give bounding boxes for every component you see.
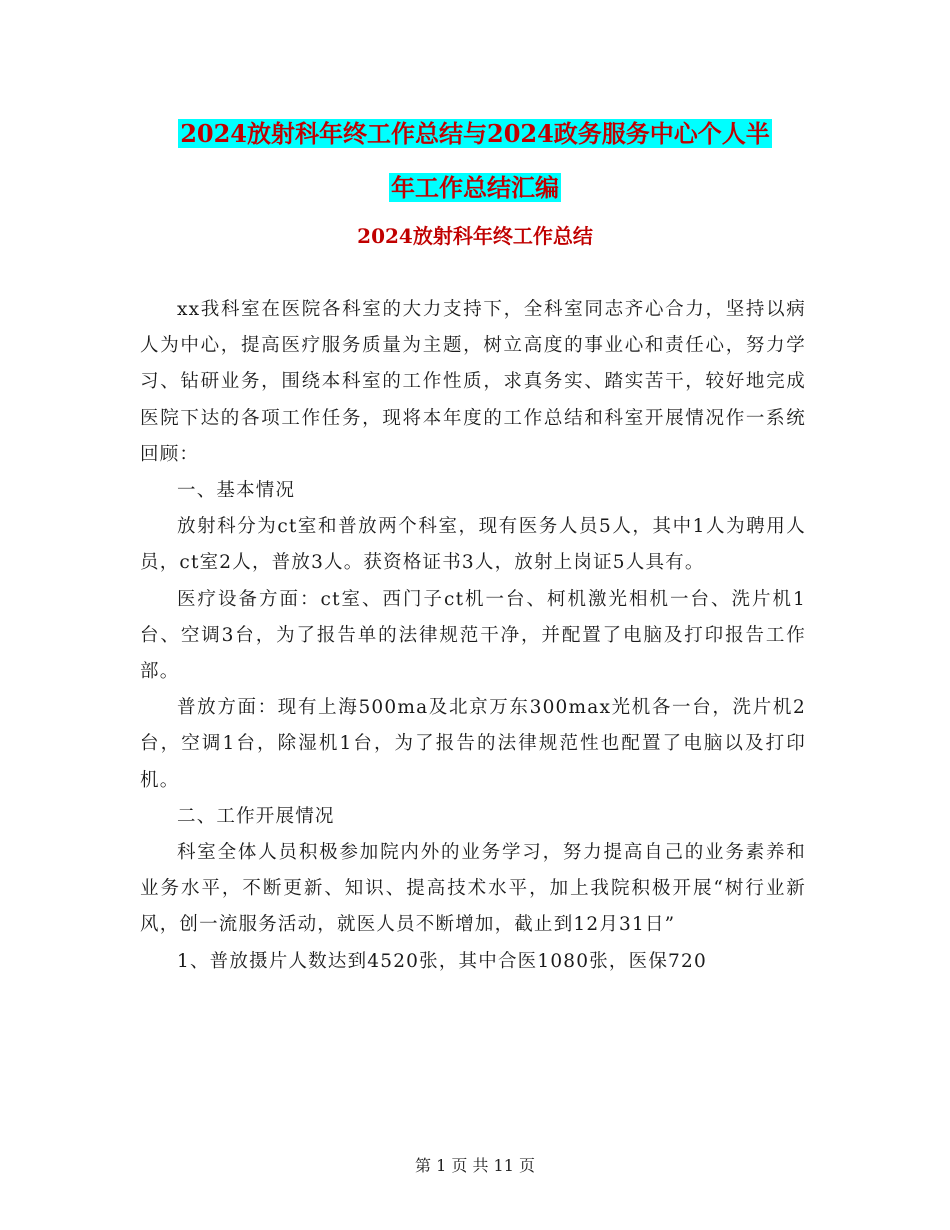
page-footer: 第 1 页 共 11 页 <box>415 1156 535 1175</box>
section-title: 2024放射科年终工作总结 <box>357 224 593 248</box>
paragraph-intro: xx我科室在医院各科室的大力支持下，全科室同志齐心合力，坚持以病人为中心，提高医疗服务质量为主题，树立高度的事业心和责任心，努力学习、钻研业务，围绕本科室的工作性质，求真务实、踏实苦干，较好地完成医院下达的各项工作任务，现将本年度的工作总结和科室开展情况作一系统回顾： <box>140 299 806 465</box>
paragraph-training: 科室全体人员积极参加院内外的业务学习，努力提高自己的业务素养和业务水平，不断更新、知识、提高技术水平，加上我院积极开展“树行业新风，创一流服务活动，就医人员不断增加，截止到12月31日” <box>140 842 806 936</box>
document-body <box>140 292 806 980</box>
document-title-line-1: 2024放射科年终工作总结与2024政务服务中心个人半 <box>180 119 770 148</box>
heading-work-progress: 二、工作开展情况 <box>177 805 335 827</box>
paragraph-staffing: 放射科分为ct室和普放两个科室，现有医务人员5人，其中1人为聘用人员，ct室2人，普放3人。获资格证书3人，放射上岗证5人具有。 <box>140 516 806 574</box>
document-title-line-2: 年工作总结汇编 <box>391 173 559 202</box>
document-title <box>0 107 950 215</box>
paragraph-equipment-ct: 医疗设备方面：ct室、西门子ct机一台、柯机激光相机一台、洗片机1台、空调3台，为了报告单的法律规范干净，并配置了电脑及打印报告工作部。 <box>140 588 806 683</box>
paragraph-equipment-general: 普放方面：现有上海500ma及北京万东300max光机各一台，洗片机2台，空调1台，除湿机1台，为了报告的法律规范性也配置了电脑以及打印机。 <box>140 697 806 791</box>
heading-basic-info: 一、基本情况 <box>177 480 296 502</box>
paragraph-statistics: 1、普放摄片人数达到4520张，其中合医1080张，医保720 <box>177 950 707 972</box>
